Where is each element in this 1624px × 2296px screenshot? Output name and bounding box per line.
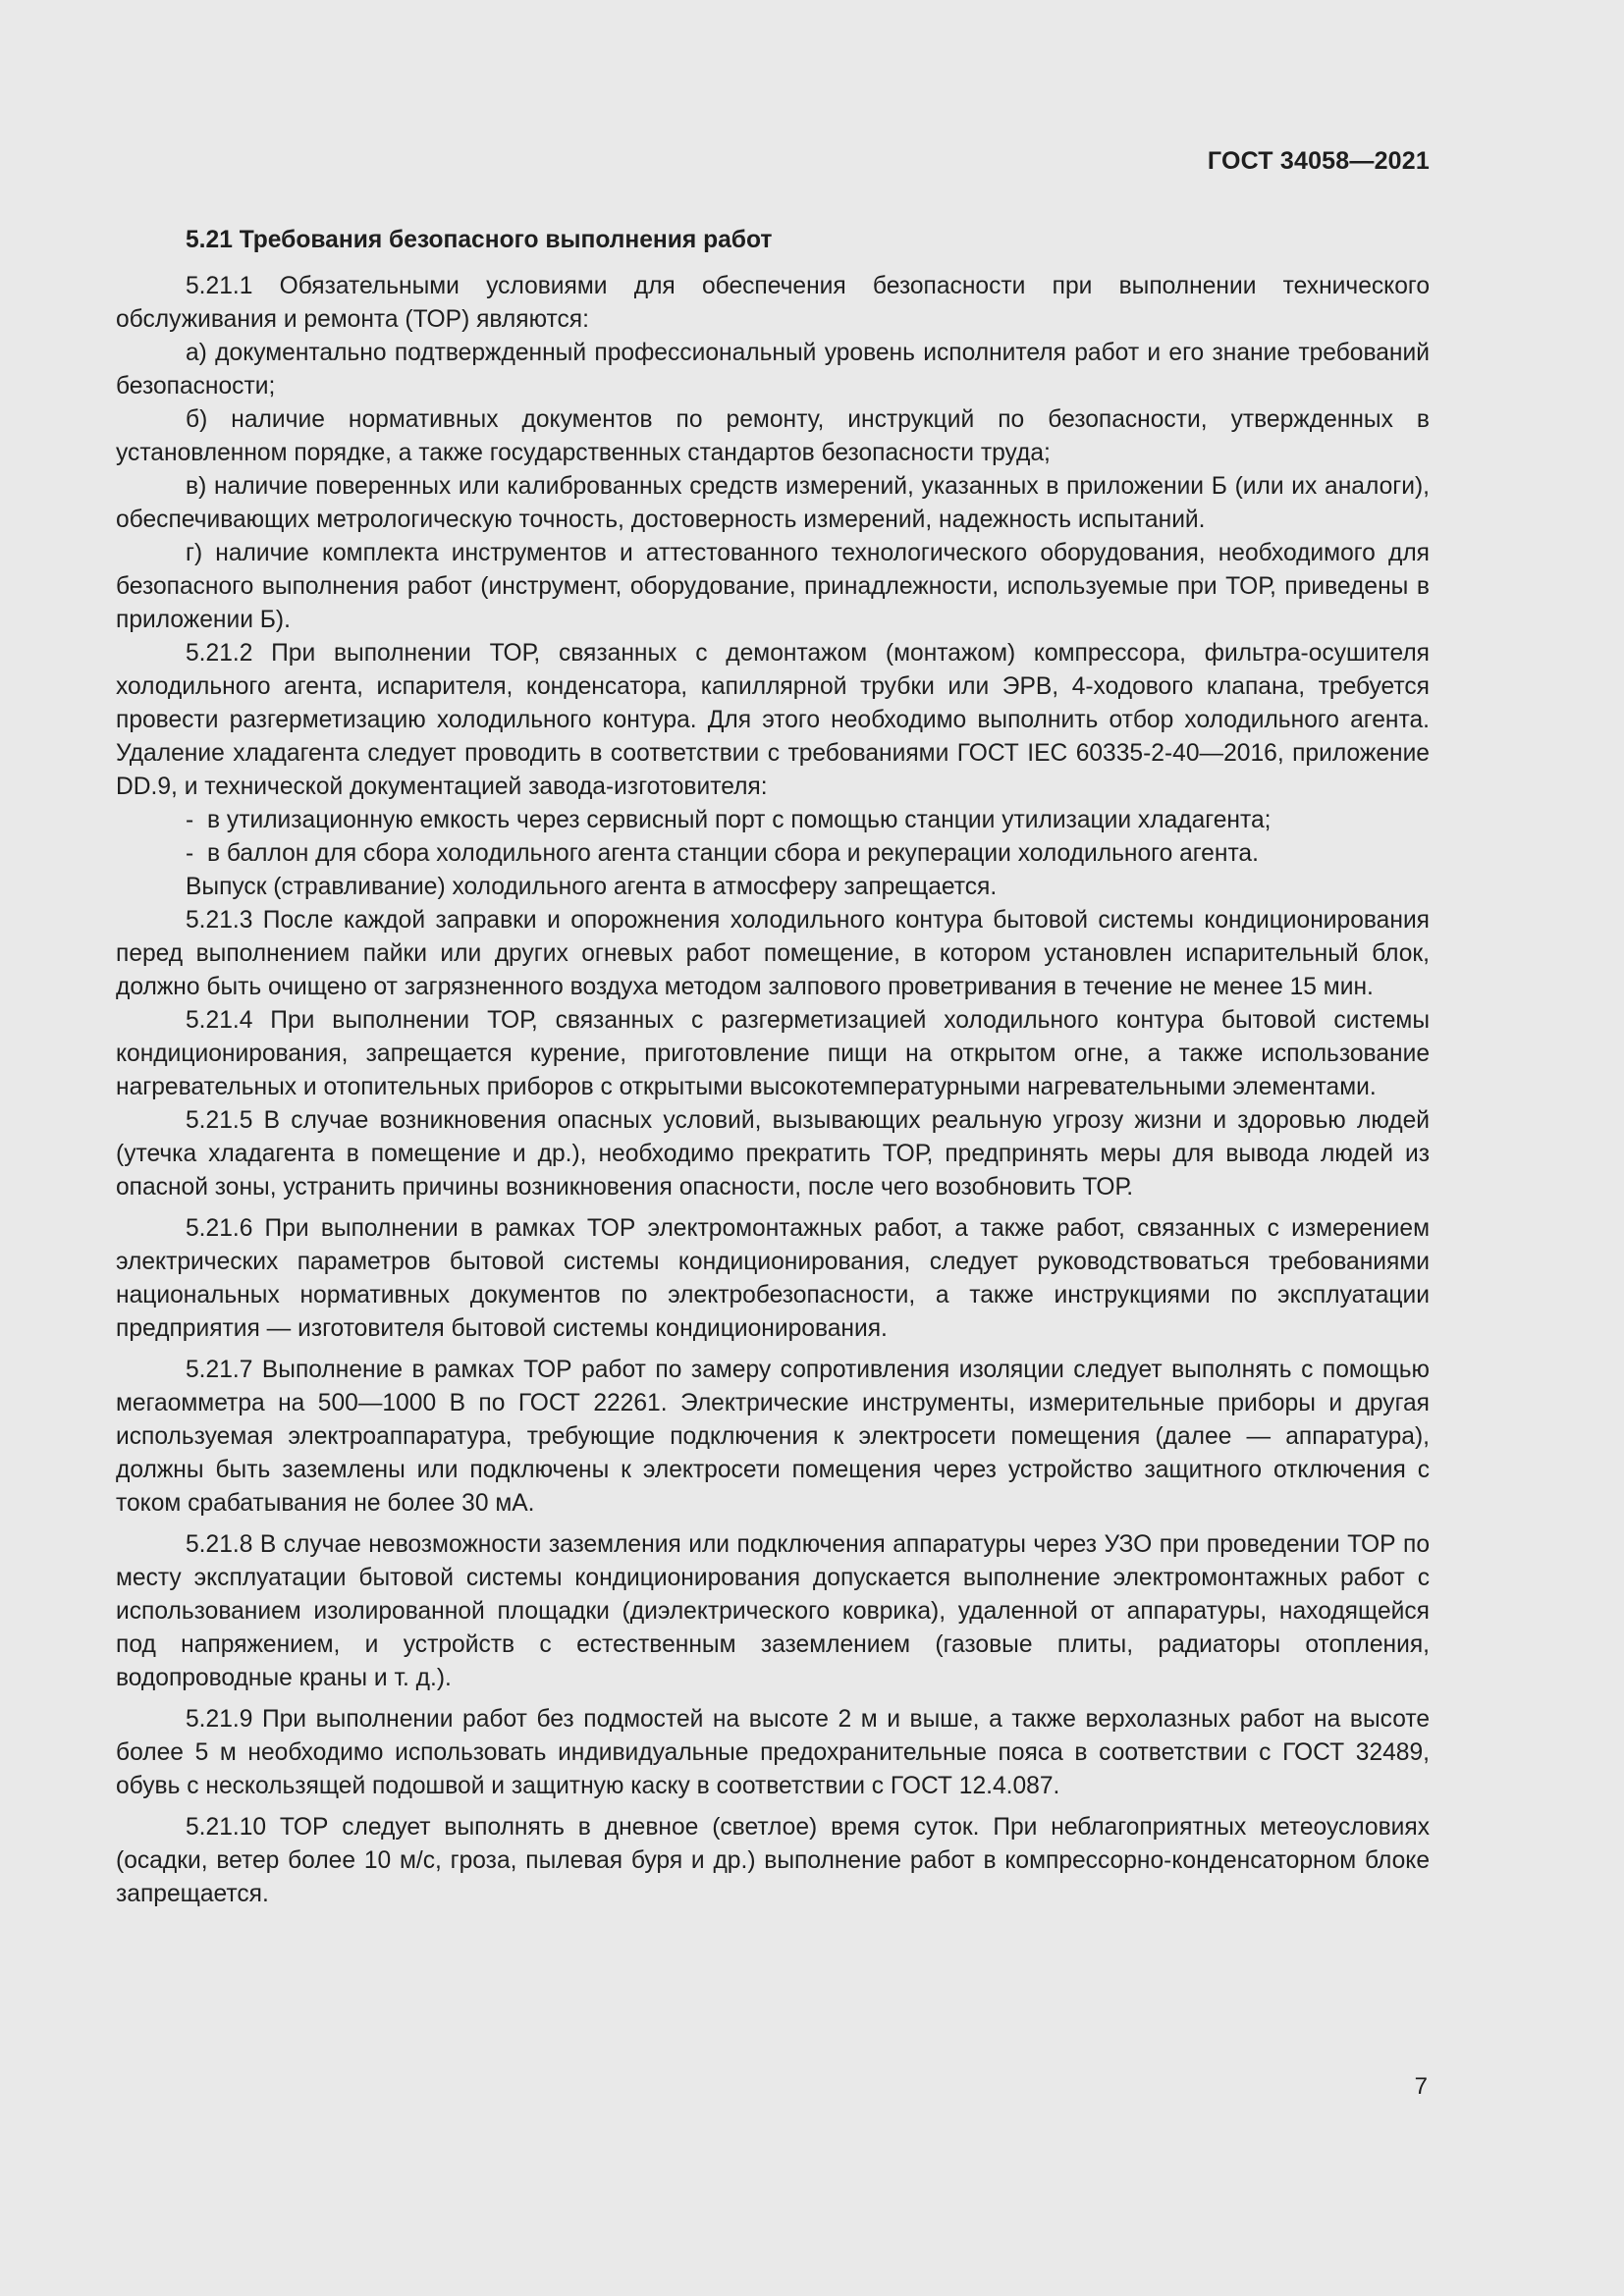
list-item-a: а) документально подтвержденный профессиональный уровень исполнителя работ и его знание требований безопасности; bbox=[116, 340, 1430, 400]
list-item-b: б) наличие нормативных документов по ремонту, инструкций по безопасности, утвержденных в установленном порядке, а также государственных стандартов безопасности труда; bbox=[116, 406, 1430, 466]
paragraph-5-21-4: 5.21.4 При выполнении ТОР, связанных с разгерметизацией холодильного контура бытовой системы кондиционирования, запрещается курение, приготовление пищи на открытом огне, а также использование нагревательных и отопительных приборов с открытыми высокотемпературными нагревательными элементами. bbox=[116, 1007, 1430, 1100]
dash-item-text: в утилизационную емкость через сервисный порт с помощью станции утилизации хладагента; bbox=[207, 807, 1272, 833]
paragraph-release-prohibited: Выпуск (стравливание) холодильного агента в атмосферу запрещается. bbox=[186, 874, 998, 900]
document-body bbox=[116, 224, 1430, 1911]
list-item-g: г) наличие комплекта инструментов и аттестованного технологического оборудования, необходимого для безопасного выполнения работ (инструмент, оборудование, принадлежности, используемые при ТОР, приведены в приложении Б). bbox=[116, 540, 1430, 633]
paragraph-5-21-5: 5.21.5 В случае возникновения опасных условий, вызывающих реальную угрозу жизни и здоровью людей (утечка хладагента в помещение и др.), необходимо прекратить ТОР, предпринять меры для вывода людей из опасной зоны, устранить причины возникновения опасности, после чего возобновить ТОР. bbox=[116, 1107, 1430, 1201]
section-title: 5.21 Требования безопасного выполнения работ bbox=[186, 227, 773, 253]
paragraph-5-21-3: 5.21.3 После каждой заправки и опорожнения холодильного контура бытовой системы кондиционирования перед выполнением пайки или других огневых работ помещение, в котором установлен испарительный блок, должно быть очищено от загрязненного воздуха методом залпового проветривания в течение не менее 15 мин. bbox=[116, 907, 1430, 1000]
page-number: 7 bbox=[1414, 2073, 1428, 2100]
paragraph-5-21-8: 5.21.8 В случае невозможности заземления или подключения аппаратуры через УЗО при проведении ТОР по месту эксплуатации бытовой системы кондиционирования допускается выполнение электромонтажных работ с использованием изолированной площадки (диэлектрического коврика), удаленной от аппаратуры, находящейся под напряжением, и устройств с естественным заземлением (газовые плиты, радиаторы отопления, водопроводные краны и т. д.). bbox=[116, 1531, 1430, 1691]
dash-item: - в баллон для сбора холодильного агента станции сбора и рекуперации холодильного агента. bbox=[186, 840, 1259, 867]
list-item-v: в) наличие поверенных или калиброванных средств измерений, указанных в приложении Б (или их аналоги), обеспечивающих метрологическую точность, достоверность измерений, надежность испытаний. bbox=[116, 473, 1430, 533]
document-code: ГОСТ 34058—2021 bbox=[1207, 147, 1430, 175]
paragraph-5-21-1: 5.21.1 Обязательными условиями для обеспечения безопасности при выполнении технического обслуживания и ремонта (ТОР) являются: bbox=[116, 273, 1430, 333]
dash-item: - в утилизационную емкость через сервисный порт с помощью станции утилизации хладагента; bbox=[186, 807, 1272, 833]
paragraph-5-21-6: 5.21.6 При выполнении в рамках ТОР электромонтажных работ, а также работ, связанных с измерением электрических параметров бытовой системы кондиционирования, следует руководствоваться требованиями национальных нормативных документов по электробезопасности, а также инструкциями по эксплуатации предприятия — изготовителя бытовой системы кондиционирования. bbox=[116, 1215, 1430, 1342]
paragraph-5-21-7: 5.21.7 Выполнение в рамках ТОР работ по замеру сопротивления изоляции следует выполнять с помощью мегаомметра на 500—1000 В по ГОСТ 22261. Электрические инструменты, измерительные приборы и другая используемая электроаппаратура, требующие подключения к электросети помещения (далее — аппаратура), должны быть заземлены или подключены к электросети помещения через устройство защитного отключения с током срабатывания не более 30 мА. bbox=[116, 1357, 1430, 1517]
paragraph-5-21-9: 5.21.9 При выполнении работ без подмостей на высоте 2 м и выше, а также верхолазных работ на высоте более 5 м необходимо использовать индивидуальные предохранительные пояса в соответствии с ГОСТ 32489, обувь с нескользящей подошвой и защитную каску в соответствии с ГОСТ 12.4.087. bbox=[116, 1706, 1430, 1799]
dash-item-text: в баллон для сбора холодильного агента станции сбора и рекуперации холодильного агента. bbox=[207, 840, 1259, 867]
paragraph-5-21-10: 5.21.10 ТОР следует выполнять в дневное (светлое) время суток. При неблагоприятных метеоусловиях (осадки, ветер более 10 м/с, гроза, пылевая буря и др.) выполнение работ в компрессорно-конденсаторном блоке запрещается. bbox=[116, 1814, 1430, 1907]
paragraph-5-21-2: 5.21.2 При выполнении ТОР, связанных с демонтажом (монтажом) компрессора, фильтра-осушителя холодильного агента, испарителя, конденсатора, капиллярной трубки или ЭРВ, 4-ходового клапана, требуется провести разгерметизацию холодильного контура. Для этого необходимо выполнить отбор холодильного агента. Удаление хладагента следует проводить в соответствии с требованиями ГОСТ IEC 60335-2-40—2016, приложение DD.9, и технической документацией завода-изготовителя: bbox=[116, 640, 1430, 800]
